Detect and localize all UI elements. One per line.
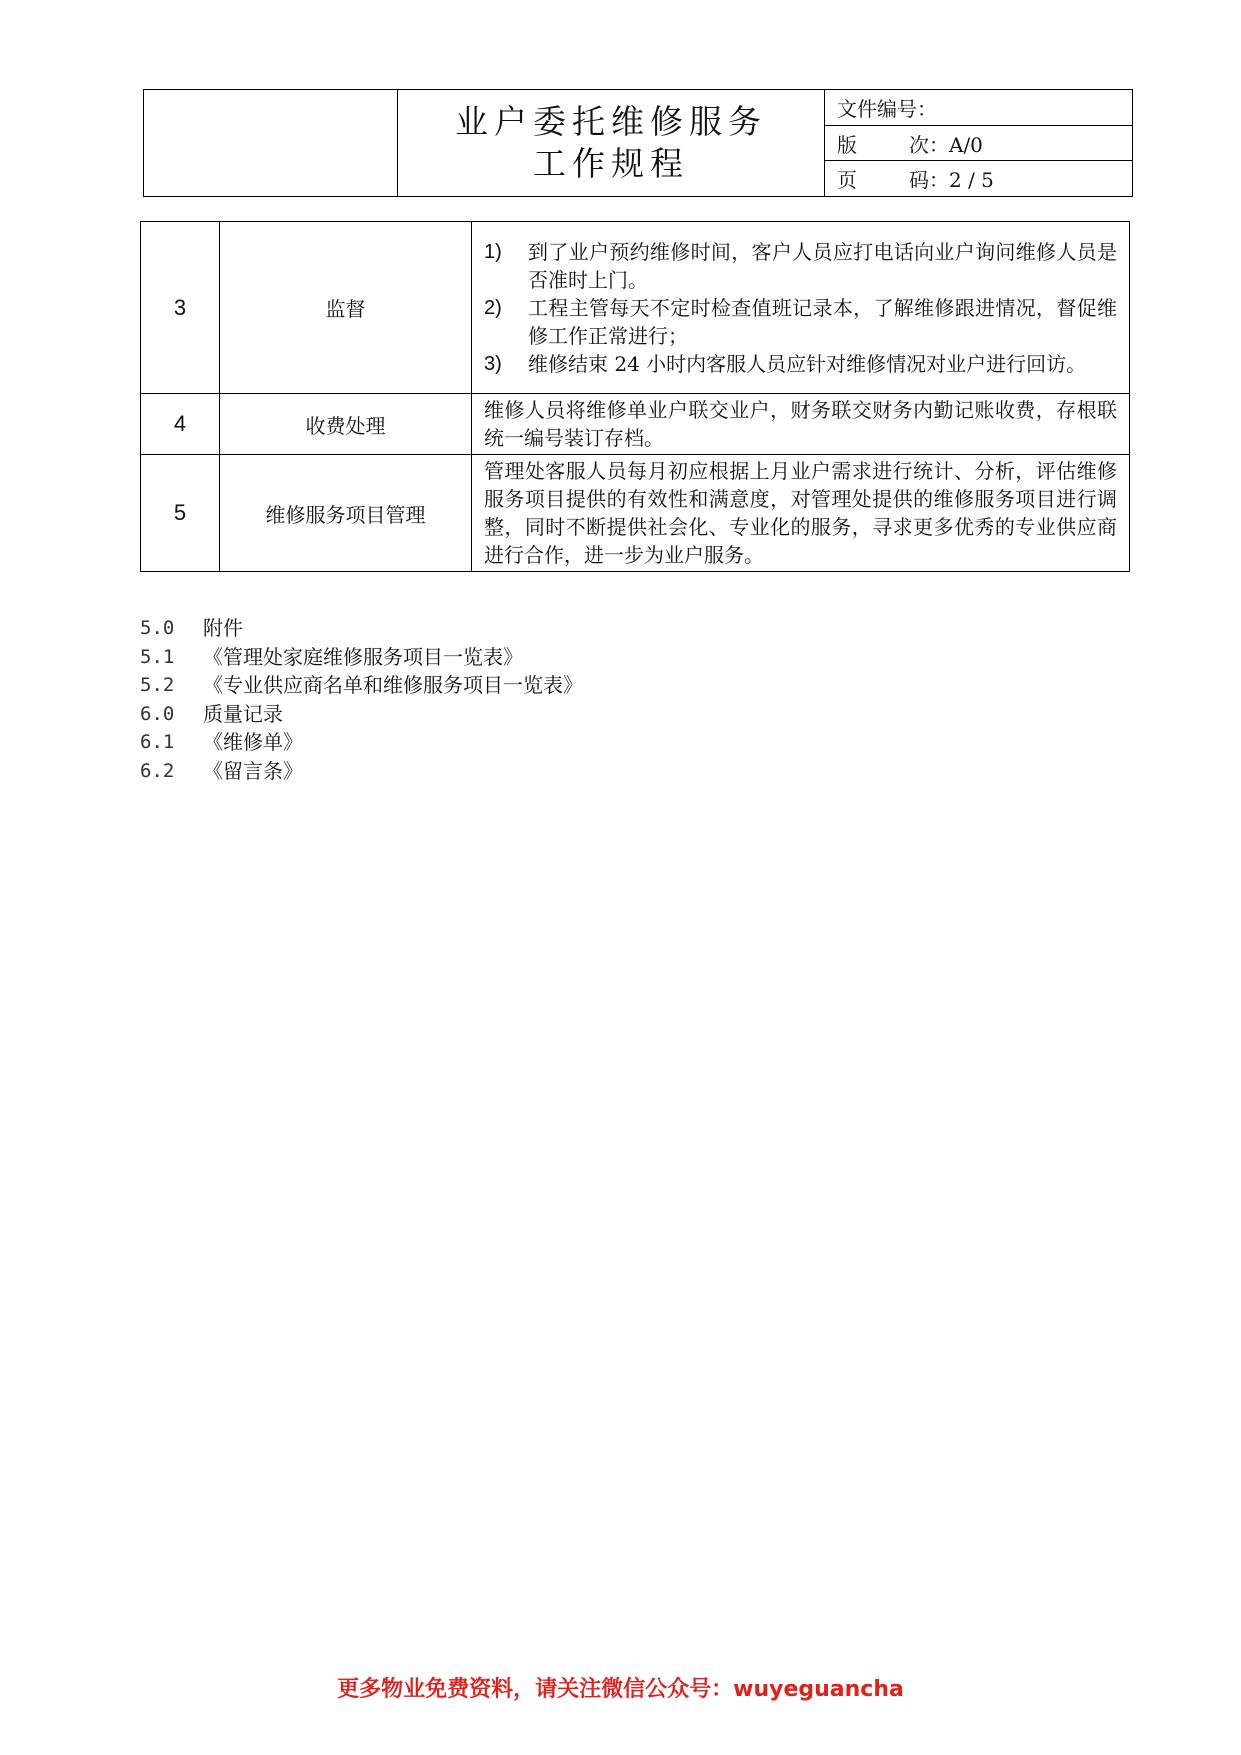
section-title: 《管理处家庭维修服务项目一览表》: [203, 644, 523, 669]
table-row: [141, 394, 1130, 455]
list-item: [140, 757, 583, 786]
section-title: 《留言条》: [203, 758, 303, 783]
item-text: 维修结束 24 小时内客服人员应针对维修情况对业户进行回访。: [528, 351, 1087, 376]
appendix-list: [140, 614, 583, 785]
section-title: 附件: [203, 616, 243, 640]
section-number: 5.1: [140, 645, 175, 668]
version-label: 版: [837, 132, 857, 157]
version-value: 次：A/0: [909, 132, 983, 157]
step-description: 管理处客服人员每月初应根据上月业户需求进行统计、分析，评估维修服务项目提供的有效性和满意度，对管理处提供的维修服务项目进行调整，同时不断提供社会化、专业化的服务，寻求更多优秀的专业供应商进行合作，进一步为业户服务。: [472, 455, 1130, 572]
document-title: [398, 90, 825, 196]
list-item: [484, 294, 1117, 350]
page-row: [825, 161, 1132, 196]
footer-promo: 更多物业免费资料，请关注微信公众号：wuyeguancha: [337, 1677, 904, 1702]
doc-number-label: 文件编号：: [837, 96, 937, 121]
item-text: 工程主管每天不定时检查值班记录本，了解维修跟进情况，督促维修工作正常进行；: [528, 295, 1117, 348]
document-header: [143, 89, 1133, 197]
list-item: [484, 350, 1117, 378]
step-number: 5: [141, 455, 220, 572]
section-number: 6.2: [140, 759, 175, 782]
section-number: 5.0: [140, 617, 175, 639]
step-name: 维修服务项目管理: [220, 455, 472, 572]
logo-cell: [144, 90, 398, 196]
item-number: 1): [484, 240, 502, 263]
step-description: [472, 222, 1130, 394]
table-row: [141, 222, 1130, 394]
table-row: [141, 455, 1130, 572]
document-meta: [825, 90, 1132, 196]
page-value: 码：2 / 5: [909, 168, 994, 193]
section-number: 5.2: [140, 674, 175, 696]
step-number: 3: [141, 222, 220, 394]
section-number: 6.1: [140, 731, 175, 753]
title-line-2: 工作规程: [533, 144, 689, 183]
list-item: [140, 671, 583, 700]
procedure-table: [140, 221, 1130, 572]
page-label: 页: [837, 168, 857, 193]
doc-number-row: [825, 90, 1132, 126]
list-item: [140, 643, 583, 672]
version-row: [825, 126, 1132, 162]
section-title: 《专业供应商名单和维修服务项目一览表》: [203, 673, 583, 697]
section-title: 《维修单》: [203, 730, 303, 754]
section-number: 6.0: [140, 702, 175, 725]
item-number: 2): [484, 296, 502, 319]
title-line-1: 业户委托维修服务: [455, 102, 767, 141]
list-item: [140, 728, 583, 757]
list-item: [140, 614, 583, 643]
list-item: [484, 238, 1117, 294]
item-number: 3): [484, 352, 502, 375]
list-item: [140, 700, 583, 729]
item-text: 到了业户预约维修时间，客户人员应打电话向业户询问维修人员是否准时上门。: [528, 239, 1117, 292]
step-name: 监督: [220, 222, 472, 394]
step-name: 收费处理: [220, 394, 472, 455]
step-number: 4: [141, 394, 220, 455]
step-description: 维修人员将维修单业户联交业户，财务联交财务内勤记账收费，存根联统一编号装订存档。: [472, 394, 1130, 455]
section-title: 质量记录: [203, 701, 283, 726]
